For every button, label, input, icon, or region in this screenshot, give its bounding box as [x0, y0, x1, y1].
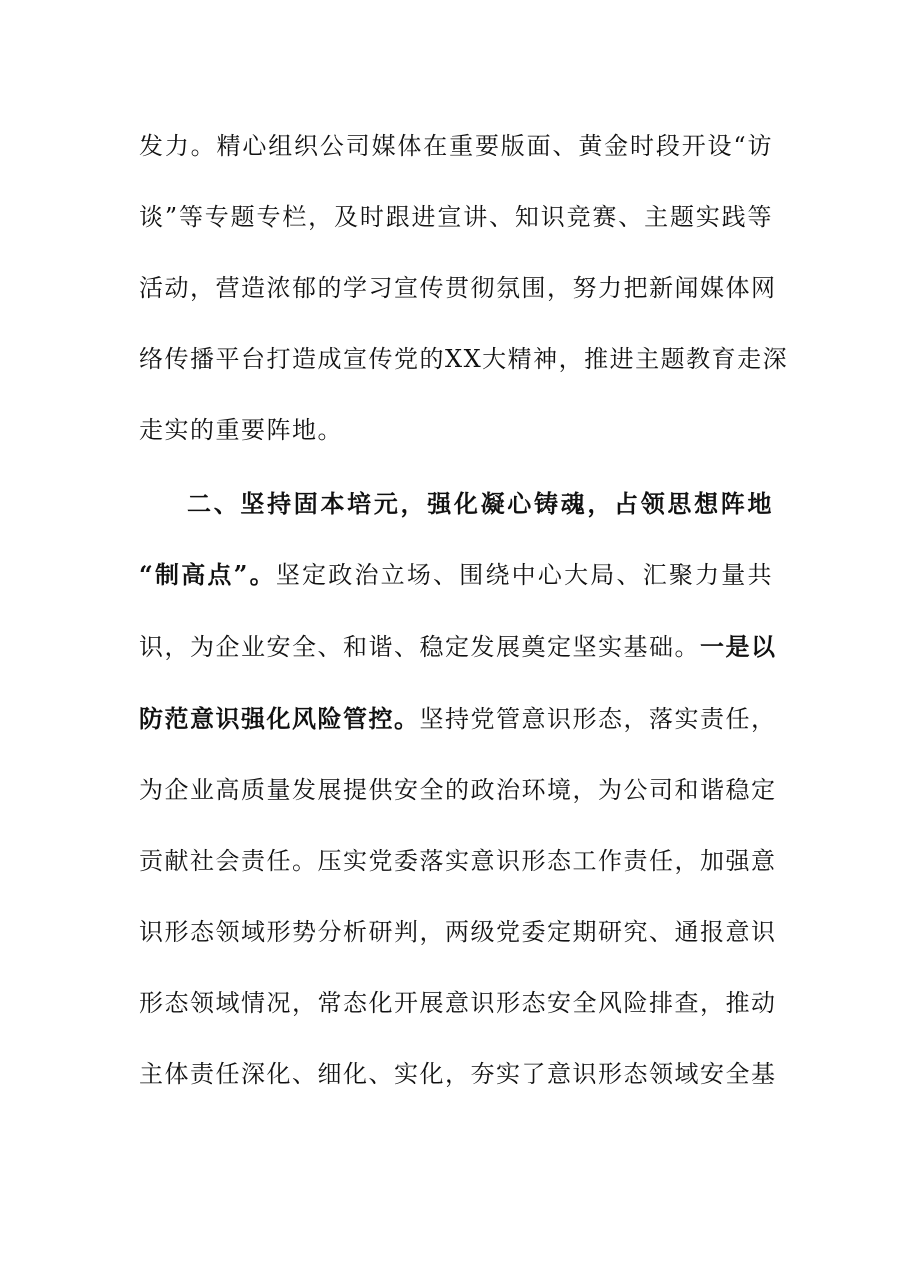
text-line: 为企业高质量发展提供安全的政治环境，为公司和谐稳定 — [139, 776, 777, 804]
subpoint-heading: 一是以 — [700, 632, 777, 661]
text-line: 识形态领域形势分析研判，两级党委定期研究、通报意识 — [139, 918, 777, 946]
text-run: 识，为企业安全、和谐、稳定发展奠定坚实基础。 — [139, 633, 700, 661]
text-line: 谈”等专题专栏，及时跟进宣讲、知识竞赛、主题实践等 — [139, 203, 773, 231]
section-heading: 二、坚持固本培元，强化凝心铸魂，占领思想阵地 — [187, 489, 773, 518]
text-run: 坚定政治立场、围绕中心大局、汇聚力量共 — [275, 561, 774, 589]
subpoint-heading-end: 防范意识强化风险管控。 — [139, 704, 420, 733]
paragraph-media-platform — [139, 111, 789, 466]
text-line: 贡献社会责任。压实党委落实意识形态工作责任，加强意 — [139, 847, 777, 875]
text-line — [139, 539, 773, 611]
text-line: 络传播平台打造成宣传党的XX大精神，推进主题教育走深 — [139, 345, 789, 373]
text-run: 坚持党管意识形态，落实责任， — [419, 705, 777, 733]
text-line: 主体责任深化、细化、实化，夯实了意识形态领域安全基 — [139, 1060, 777, 1088]
paragraph-section-two — [139, 468, 777, 1110]
text-line — [139, 683, 777, 755]
section-heading-end: “制高点”。 — [139, 560, 276, 589]
text-line: 发力。精心组织公司媒体在重要版面、黄金时段开设“访 — [139, 132, 773, 160]
text-line: 走实的重要阵地。 — [139, 416, 343, 444]
text-line: 形态领域情况，常态化开展意识形态安全风险排查，推动 — [139, 989, 777, 1017]
text-line: 活动，营造浓郁的学习宣传贯彻氛围，努力把新闻媒体网 — [139, 274, 777, 302]
text-line — [139, 611, 777, 683]
